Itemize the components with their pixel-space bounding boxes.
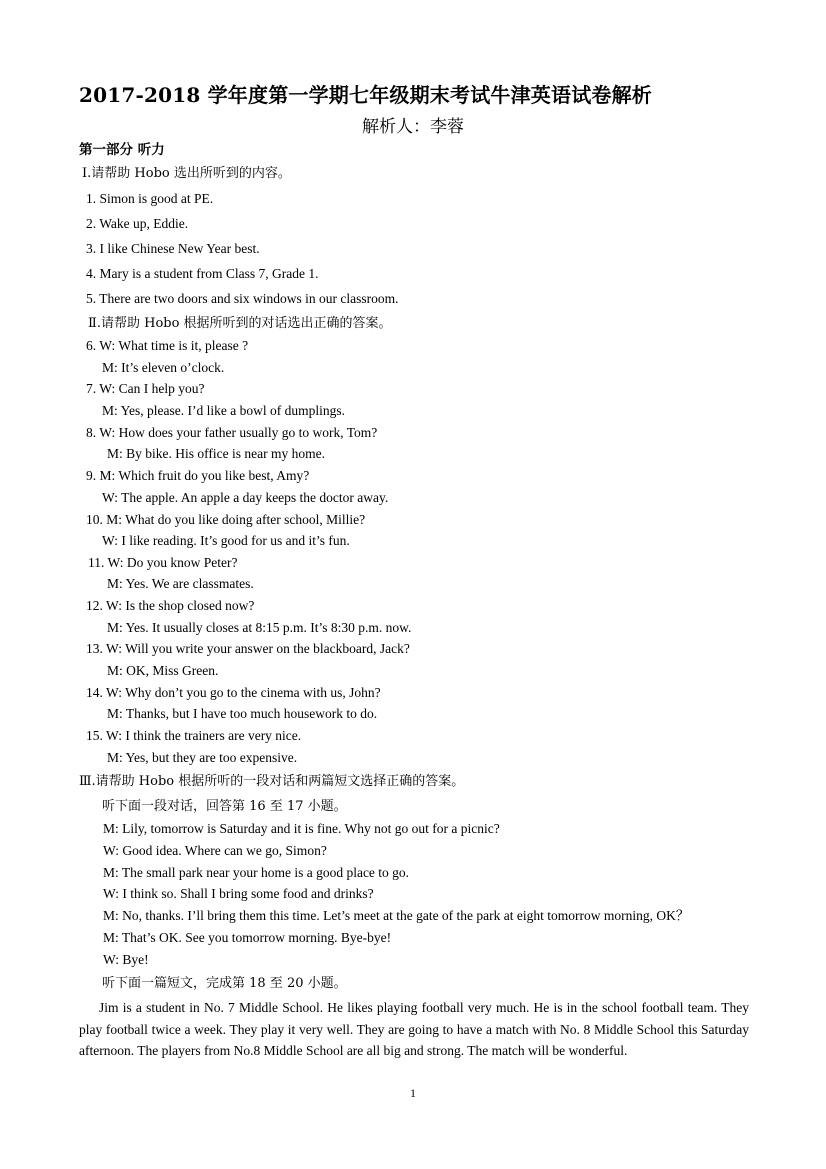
dialogue-answer: W: The apple. An apple a day keeps the doctor away. (102, 490, 389, 505)
dialogue-question: 8. W: How does your father usually go to work, Tom? (86, 425, 378, 440)
dialogue-answer: M: Yes. It usually closes at 8:15 p.m. It’s 8:30 p.m. now. (107, 620, 412, 635)
dialogue-question: 10. M: What do you like doing after school, Millie? (86, 512, 366, 527)
dialogue-line: W: I think so. Shall I bring some food and drinks? (103, 886, 374, 901)
dialogue-line: M: Lily, tomorrow is Saturday and it is fine. Why not go out for a picnic? (103, 821, 500, 836)
dialogue-line: M: No, thanks. I’ll bring them this time. Let’s meet at the gate of the park at eight tomorrow morning, OK？ (103, 908, 690, 923)
dialogue-question: 15. W: I think the trainers are very nice. (86, 728, 302, 743)
dialogue-answer: M: Yes. We are classmates. (107, 576, 254, 591)
dialogue-answer: M: OK, Miss Green. (107, 663, 219, 678)
section3-heading: Ⅲ.请帮助 Hobo 根据所听的一段对话和两篇短文选择正确的答案。 (79, 774, 465, 789)
dialogue-question: 7. W: Can I help you? (86, 381, 205, 396)
dialogue-question: 13. W: Will you write your answer on the blackboard, Jack? (86, 641, 410, 656)
dialogue-line: W: Good idea. Where can we go, Simon? (103, 843, 327, 858)
part1-heading: 第一部分 听力 (79, 142, 165, 158)
dialogue-answer: M: It’s eleven o’clock. (102, 360, 225, 375)
dialogue-answer: W: I like reading. It’s good for us and it’s fun. (102, 533, 350, 548)
document-title: 2017-2018 学年度第一学期七年级期末考试牛津英语试卷解析 (79, 83, 652, 107)
section1-item: 4. Mary is a student from Class 7, Grade 1. (86, 266, 319, 281)
dialogue-line: W: Bye! (103, 952, 149, 967)
section1-item: 3. I like Chinese New Year best. (86, 241, 260, 256)
section1-item: 5. There are two doors and six windows in our classroom. (86, 291, 399, 306)
section3-intro: 听下面一篇短文，完成第 18 至 20 小题。 (102, 976, 347, 991)
page-number: 1 (410, 1086, 416, 1100)
section3-intro: 听下面一段对话，回答第 16 至 17 小题。 (102, 799, 347, 814)
dialogue-question: 14. W: Why don’t you go to the cinema with us, John? (86, 685, 381, 700)
section2-heading: Ⅱ.请帮助 Hobo 根据所听到的对话选出正确的答案。 (88, 316, 392, 331)
section1-item: 1. Simon is good at PE. (86, 191, 214, 206)
dialogue-answer: M: Yes, but they are too expensive. (107, 750, 298, 765)
section1-heading: Ⅰ.请帮助 Hobo 选出所听到的内容。 (82, 166, 291, 181)
dialogue-line: M: That’s OK. See you tomorrow morning. Bye-bye! (103, 930, 392, 945)
author-line: 解析人：李蓉 (362, 117, 464, 137)
section1-item: 2. Wake up, Eddie. (86, 216, 189, 231)
dialogue-line: M: The small park near your home is a good place to go. (103, 865, 410, 880)
dialogue-question: 11. W: Do you know Peter? (88, 555, 238, 570)
passage-paragraph: Jim is a student in No. 7 Middle School. He likes playing football very much. He is in the school football team. They play football twice a week. They play it very well. They are going to have a match with No. 8 Middle School this Saturday afternoon. The players from No.8 Middle School are all big and strong. The match will be wonderful. (79, 1000, 749, 1059)
dialogue-answer: M: Yes, please. I’d like a bowl of dumplings. (102, 403, 345, 418)
dialogue-answer: M: Thanks, but I have too much housework to do. (107, 706, 378, 721)
dialogue-question: 9. M: Which fruit do you like best, Amy? (86, 468, 310, 483)
dialogue-question: 12. W: Is the shop closed now? (86, 598, 255, 613)
dialogue-answer: M: By bike. His office is near my home. (107, 446, 325, 461)
dialogue-question: 6. W: What time is it, please ? (86, 338, 249, 353)
